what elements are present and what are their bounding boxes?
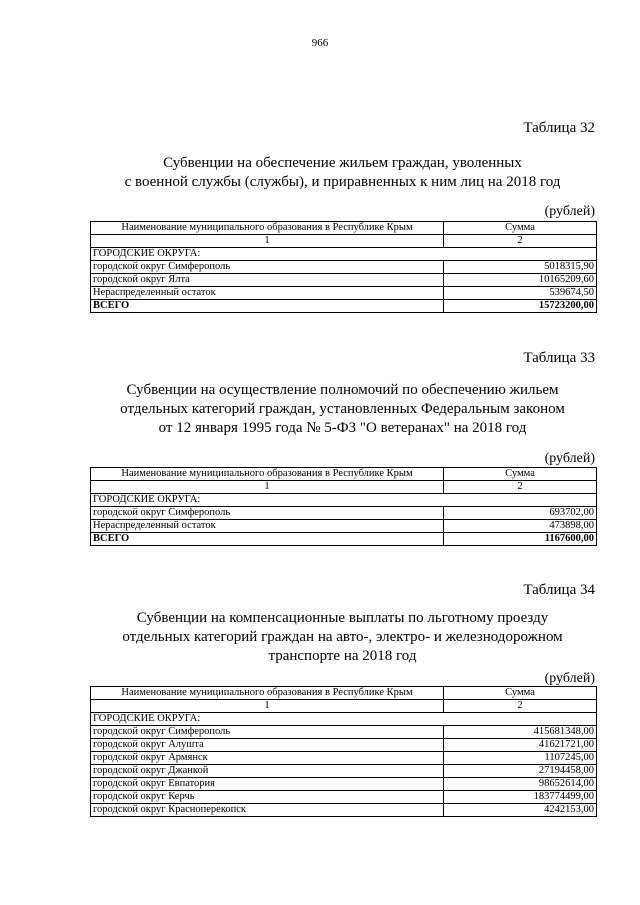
group-row bbox=[91, 713, 597, 726]
row-sum: 98652614,00 bbox=[444, 778, 597, 791]
row-sum: 473898,00 bbox=[444, 520, 597, 533]
header-row bbox=[91, 468, 597, 481]
currency-note: (рублей) bbox=[544, 204, 595, 219]
table-row bbox=[91, 287, 597, 300]
title-line: Субвенции на обеспечение жильем граждан, уволенных bbox=[163, 155, 522, 171]
column-number: 2 bbox=[444, 235, 597, 248]
table-row bbox=[91, 507, 597, 520]
header-row bbox=[91, 687, 597, 700]
column-number: 2 bbox=[444, 481, 597, 494]
title-line: с военной службы (службы), и приравненных к ним лиц на 2018 год bbox=[124, 174, 561, 190]
total-sum: 1167600,00 bbox=[444, 533, 597, 546]
header-row bbox=[91, 222, 597, 235]
row-sum: 41621721,00 bbox=[444, 739, 597, 752]
title-line: отдельных категорий граждан на авто-, электро- и железнодорожном bbox=[122, 629, 563, 645]
total-row bbox=[91, 533, 597, 546]
title-line: Субвенции на осуществление полномочий по обеспечению жильем bbox=[126, 382, 559, 398]
row-name: городской округ Симферополь bbox=[91, 261, 444, 274]
column-number: 1 bbox=[91, 700, 444, 713]
row-name: городской округ Евпатория bbox=[91, 778, 444, 791]
column-number: 2 bbox=[444, 700, 597, 713]
row-sum: 4242153,00 bbox=[444, 804, 597, 817]
table-34 bbox=[90, 686, 597, 817]
row-name: Нераспределенный остаток bbox=[91, 287, 444, 300]
total-name: ВСЕГО bbox=[91, 300, 444, 313]
row-sum: 5018315,90 bbox=[444, 261, 597, 274]
row-name: городской округ Алушта bbox=[91, 739, 444, 752]
table-34-label: Таблица 34 bbox=[523, 582, 595, 598]
table-row bbox=[91, 791, 597, 804]
row-sum: 539674,50 bbox=[444, 287, 597, 300]
table-row bbox=[91, 739, 597, 752]
row-name: городской округ Джанкой bbox=[91, 765, 444, 778]
header-name: Наименование муниципального образования в Республике Крым bbox=[91, 222, 444, 235]
row-name: городской округ Ялта bbox=[91, 274, 444, 287]
page-number: 966 bbox=[311, 37, 329, 49]
table-32 bbox=[90, 221, 597, 313]
header-sum: Сумма bbox=[444, 687, 597, 700]
title-line: отдельных категорий граждан, установленных Федеральным законом bbox=[120, 401, 565, 417]
column-number-row bbox=[91, 700, 597, 713]
row-name: городской округ Армянск bbox=[91, 752, 444, 765]
column-number: 1 bbox=[91, 481, 444, 494]
table-row bbox=[91, 765, 597, 778]
header-sum: Сумма bbox=[444, 468, 597, 481]
group-label: ГОРОДСКИЕ ОКРУГА: bbox=[91, 713, 597, 726]
row-name: городской округ Красноперекопск bbox=[91, 804, 444, 817]
group-row bbox=[91, 248, 597, 261]
title-line: транспорте на 2018 год bbox=[268, 648, 417, 664]
group-row bbox=[91, 494, 597, 507]
table-34-title bbox=[90, 609, 595, 666]
table-row bbox=[91, 274, 597, 287]
group-label: ГОРОДСКИЕ ОКРУГА: bbox=[91, 248, 597, 261]
total-sum: 15723200,00 bbox=[444, 300, 597, 313]
row-sum: 1107245,00 bbox=[444, 752, 597, 765]
title-line: от 12 января 1995 года № 5-ФЗ "О ветеранах" на 2018 год bbox=[158, 420, 527, 436]
table-32-label: Таблица 32 bbox=[523, 120, 595, 136]
row-name: Нераспределенный остаток bbox=[91, 520, 444, 533]
total-row bbox=[91, 300, 597, 313]
header-sum: Сумма bbox=[444, 222, 597, 235]
row-sum: 27194458,00 bbox=[444, 765, 597, 778]
column-number: 1 bbox=[91, 235, 444, 248]
title-line: Субвенции на компенсационные выплаты по льготному проезду bbox=[136, 610, 549, 626]
column-number-row bbox=[91, 481, 597, 494]
row-sum: 415681348,00 bbox=[444, 726, 597, 739]
column-number-row bbox=[91, 235, 597, 248]
table-33 bbox=[90, 467, 597, 546]
table-row bbox=[91, 520, 597, 533]
table-row bbox=[91, 726, 597, 739]
row-name: городской округ Симферополь bbox=[91, 726, 444, 739]
row-name: городской округ Керчь bbox=[91, 791, 444, 804]
table-row bbox=[91, 261, 597, 274]
table-row bbox=[91, 752, 597, 765]
group-label: ГОРОДСКИЕ ОКРУГА: bbox=[91, 494, 597, 507]
total-name: ВСЕГО bbox=[91, 533, 444, 546]
currency-note: (рублей) bbox=[544, 451, 595, 466]
header-name: Наименование муниципального образования в Республике Крым bbox=[91, 468, 444, 481]
table-row bbox=[91, 778, 597, 791]
row-sum: 183774499,00 bbox=[444, 791, 597, 804]
row-sum: 10165209,60 bbox=[444, 274, 597, 287]
header-name: Наименование муниципального образования в Республике Крым bbox=[91, 687, 444, 700]
table-33-label: Таблица 33 bbox=[523, 350, 595, 366]
row-sum: 693702,00 bbox=[444, 507, 597, 520]
table-row bbox=[91, 804, 597, 817]
table-32-title bbox=[90, 154, 595, 192]
currency-note: (рублей) bbox=[544, 671, 595, 686]
row-name: городской округ Симферополь bbox=[91, 507, 444, 520]
table-33-title bbox=[90, 381, 595, 438]
